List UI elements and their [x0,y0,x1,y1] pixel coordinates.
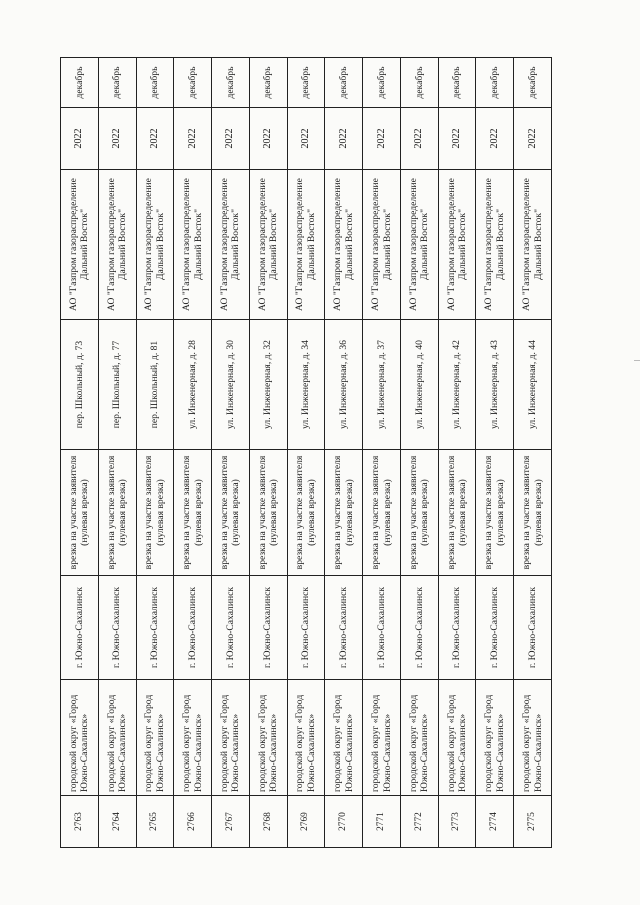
district-cell: городской округ «Город Южно-Сахалинск» [400,680,438,796]
row-number: 2775 [514,796,552,848]
table-row [212,58,250,848]
address-cell: ул. Инженерная, д. 40 [400,320,438,450]
district-cell: городской округ «Город Южно-Сахалинск» [174,680,212,796]
table-row [476,58,514,848]
work-type-cell: врезка на участке заявителя (нулевая врезка) [61,450,99,576]
organization-cell: АО "Газпром газораспределение Дальний Восток" [400,170,438,320]
address-cell: ул. Инженерная, д. 44 [514,320,552,450]
organization-cell: АО "Газпром газораспределение Дальний Восток" [249,170,287,320]
district-cell: городской округ «Город Южно-Сахалинск» [363,680,401,796]
work-type-cell: врезка на участке заявителя (нулевая врезка) [514,450,552,576]
row-number: 2773 [438,796,476,848]
organization-cell: АО "Газпром газораспределение Дальний Восток" [98,170,136,320]
scan-edge-mark [634,360,640,361]
year-cell: 2022 [514,108,552,170]
address-cell: пер. Школьный, д. 73 [61,320,99,450]
month-cell: декабрь [438,58,476,108]
table-row [174,58,212,848]
district-cell: городской округ «Город Южно-Сахалинск» [287,680,325,796]
organization-cell: АО "Газпром газораспределение Дальний Восток" [61,170,99,320]
city-cell: г. Южно-Сахалинск [476,576,514,680]
year-cell: 2022 [476,108,514,170]
district-cell: городской округ «Город Южно-Сахалинск» [249,680,287,796]
organization-cell: АО "Газпром газораспределение Дальний Восток" [212,170,250,320]
organization-cell: АО "Газпром газораспределение Дальний Восток" [136,170,174,320]
table-row [287,58,325,848]
row-number: 2774 [476,796,514,848]
year-cell: 2022 [325,108,363,170]
city-cell: г. Южно-Сахалинск [514,576,552,680]
rotated-table-wrapper [60,58,552,848]
row-number: 2768 [249,796,287,848]
address-cell: пер. Школьный, д. 77 [98,320,136,450]
district-cell: городской округ «Город Южно-Сахалинск» [476,680,514,796]
table-row [61,58,99,848]
district-cell: городской округ «Город Южно-Сахалинск» [212,680,250,796]
district-cell: городской округ «Город Южно-Сахалинск» [438,680,476,796]
table-row [438,58,476,848]
work-type-cell: врезка на участке заявителя (нулевая врезка) [136,450,174,576]
table-row [363,58,401,848]
table-row [400,58,438,848]
row-number: 2767 [212,796,250,848]
district-cell: городской округ «Город Южно-Сахалинск» [325,680,363,796]
city-cell: г. Южно-Сахалинск [400,576,438,680]
city-cell: г. Южно-Сахалинск [136,576,174,680]
month-cell: декабрь [514,58,552,108]
row-number: 2764 [98,796,136,848]
month-cell: декабрь [98,58,136,108]
work-type-cell: врезка на участке заявителя (нулевая врезка) [363,450,401,576]
address-cell: ул. Инженерная, д. 43 [476,320,514,450]
work-type-cell: врезка на участке заявителя (нулевая врезка) [476,450,514,576]
year-cell: 2022 [174,108,212,170]
district-cell: городской округ «Город Южно-Сахалинск» [98,680,136,796]
address-cell: ул. Инженерная, д. 37 [363,320,401,450]
month-cell: декабрь [476,58,514,108]
district-cell: городской округ «Город Южно-Сахалинск» [136,680,174,796]
month-cell: декабрь [212,58,250,108]
row-number: 2770 [325,796,363,848]
address-cell: ул. Инженерная, д. 32 [249,320,287,450]
city-cell: г. Южно-Сахалинск [325,576,363,680]
row-number: 2771 [363,796,401,848]
row-number: 2769 [287,796,325,848]
year-cell: 2022 [400,108,438,170]
city-cell: г. Южно-Сахалинск [174,576,212,680]
city-cell: г. Южно-Сахалинск [98,576,136,680]
gas-connection-table [60,57,552,848]
organization-cell: АО "Газпром газораспределение Дальний Восток" [514,170,552,320]
work-type-cell: врезка на участке заявителя (нулевая врезка) [325,450,363,576]
city-cell: г. Южно-Сахалинск [438,576,476,680]
table-row [325,58,363,848]
month-cell: декабрь [174,58,212,108]
table-row [514,58,552,848]
organization-cell: АО "Газпром газораспределение Дальний Восток" [438,170,476,320]
organization-cell: АО "Газпром газораспределение Дальний Восток" [174,170,212,320]
year-cell: 2022 [61,108,99,170]
city-cell: г. Южно-Сахалинск [249,576,287,680]
month-cell: декабрь [325,58,363,108]
month-cell: декабрь [61,58,99,108]
year-cell: 2022 [136,108,174,170]
row-number: 2772 [400,796,438,848]
work-type-cell: врезка на участке заявителя (нулевая врезка) [287,450,325,576]
work-type-cell: врезка на участке заявителя (нулевая врезка) [400,450,438,576]
month-cell: декабрь [249,58,287,108]
address-cell: пер. Школьный, д. 81 [136,320,174,450]
work-type-cell: врезка на участке заявителя (нулевая врезка) [249,450,287,576]
address-cell: ул. Инженерная, д. 30 [212,320,250,450]
address-cell: ул. Инженерная, д. 28 [174,320,212,450]
organization-cell: АО "Газпром газораспределение Дальний Восток" [325,170,363,320]
address-cell: ул. Инженерная, д. 42 [438,320,476,450]
organization-cell: АО "Газпром газораспределение Дальний Восток" [287,170,325,320]
year-cell: 2022 [287,108,325,170]
table-row [98,58,136,848]
year-cell: 2022 [249,108,287,170]
city-cell: г. Южно-Сахалинск [287,576,325,680]
district-cell: городской округ «Город Южно-Сахалинск» [61,680,99,796]
row-number: 2763 [61,796,99,848]
work-type-cell: врезка на участке заявителя (нулевая врезка) [98,450,136,576]
year-cell: 2022 [363,108,401,170]
work-type-cell: врезка на участке заявителя (нулевая врезка) [174,450,212,576]
table-body [61,58,552,848]
year-cell: 2022 [438,108,476,170]
row-number: 2766 [174,796,212,848]
year-cell: 2022 [212,108,250,170]
table-row [249,58,287,848]
table-row [136,58,174,848]
address-cell: ул. Инженерная, д. 34 [287,320,325,450]
month-cell: декабрь [136,58,174,108]
organization-cell: АО "Газпром газораспределение Дальний Восток" [363,170,401,320]
district-cell: городской округ «Город Южно-Сахалинск» [514,680,552,796]
work-type-cell: врезка на участке заявителя (нулевая врезка) [438,450,476,576]
work-type-cell: врезка на участке заявителя (нулевая врезка) [212,450,250,576]
organization-cell: АО "Газпром газораспределение Дальний Восток" [476,170,514,320]
city-cell: г. Южно-Сахалинск [61,576,99,680]
year-cell: 2022 [98,108,136,170]
city-cell: г. Южно-Сахалинск [363,576,401,680]
month-cell: декабрь [287,58,325,108]
address-cell: ул. Инженерная, д. 36 [325,320,363,450]
month-cell: декабрь [363,58,401,108]
month-cell: декабрь [400,58,438,108]
city-cell: г. Южно-Сахалинск [212,576,250,680]
row-number: 2765 [136,796,174,848]
